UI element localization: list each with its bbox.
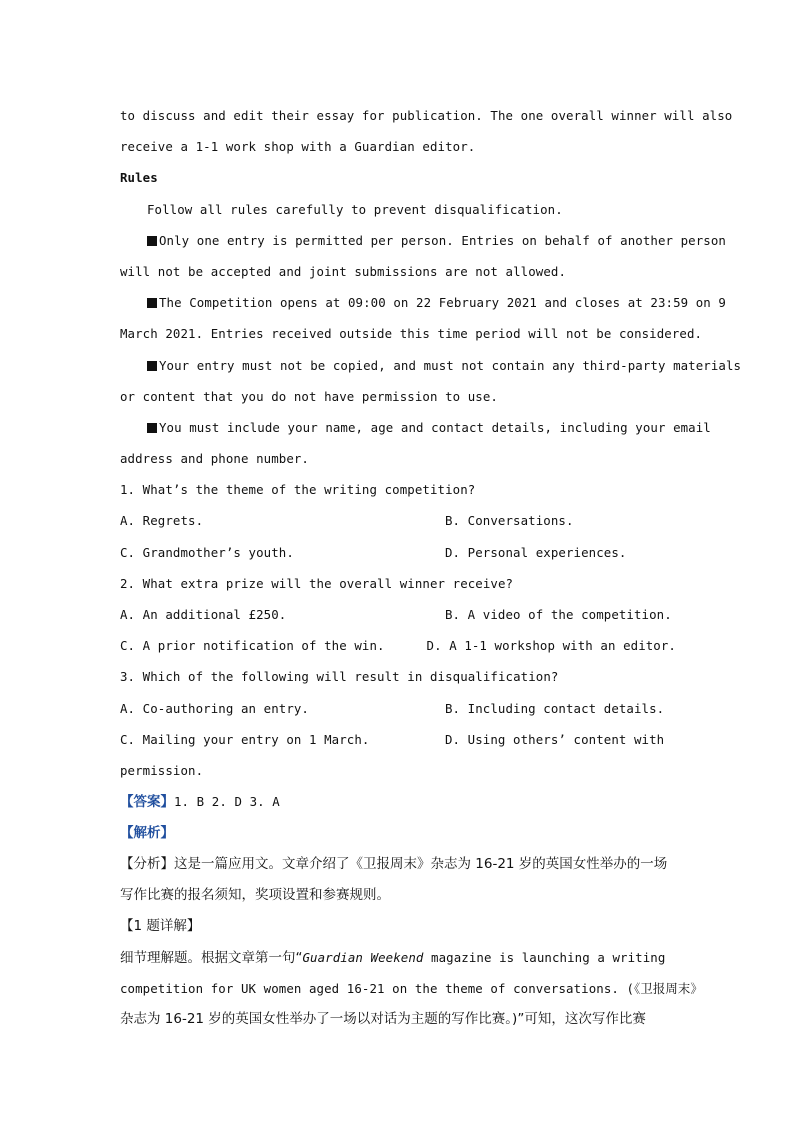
- analysis-label: 【解析】: [120, 825, 174, 842]
- option-b: B. Including contact details.: [445, 700, 665, 716]
- rule-item-3: [120, 350, 742, 381]
- answer-line: [120, 786, 676, 817]
- detail-text-em: Guardian Weekend: [302, 950, 424, 966]
- option-d: D. Personal experiences.: [445, 544, 627, 560]
- analysis-line: [120, 817, 676, 848]
- fenxi-line-2: 写作比赛的报名须知，奖项设置和参赛规则。: [120, 886, 390, 903]
- option-c: C. Grandmother’s youth.: [120, 544, 294, 560]
- detail-text-cn: 细节理解题。根据文章第一句“: [120, 950, 303, 967]
- option-d: D. Using others’ content with: [445, 731, 665, 747]
- fenxi-line-1: [120, 849, 676, 880]
- fenxi-label: 【分析】: [120, 855, 174, 872]
- detail-line-3: 杂志为 16-21 岁的英国女性举办了一场以对话为主题的写作比赛。)”可知，这次写作比赛: [120, 1011, 646, 1028]
- square-bullet-icon: [147, 423, 157, 433]
- question-1-options-cd: [120, 537, 676, 568]
- question-3-option-d-cont: permission.: [120, 762, 204, 778]
- rules-lead: Follow all rules carefully to prevent disqualification.: [147, 201, 563, 217]
- option-a: A. Co-authoring an entry.: [120, 700, 309, 716]
- option-d: D. A 1-1 workshop with an editor.: [426, 638, 676, 654]
- rule-text: Your entry must not be copied, and must not contain any third-party materials: [159, 357, 742, 373]
- answer-text: 1. B 2. D 3. A: [174, 794, 280, 810]
- square-bullet-icon: [147, 236, 157, 246]
- answer-label: 【答案】: [120, 794, 174, 811]
- rule-item-2: [120, 287, 726, 318]
- square-bullet-icon: [147, 298, 157, 308]
- detail-text-en: magazine is launching a writing: [423, 950, 666, 966]
- question-1-options-ab: [120, 505, 676, 536]
- option-b: B. Conversations.: [445, 513, 574, 529]
- intro-line-2: receive a 1-1 work shop with a Guardian editor.: [120, 139, 476, 155]
- detail-label: 【1 题详解】: [120, 917, 201, 934]
- detail-line-1: [120, 942, 676, 973]
- fenxi-text: 这是一篇应用文。文章介绍了《卫报周末》杂志为 16-21 岁的英国女性举办的一场: [174, 855, 668, 872]
- rule-item-1-cont: will not be accepted and joint submissions are not allowed.: [120, 263, 567, 279]
- option-a: A. An additional £250.: [120, 607, 287, 622]
- rule-item-4: [120, 412, 711, 443]
- question-2-options-ab: [120, 599, 676, 630]
- rule-text: The Competition opens at 09:00 on 22 February 2021 and closes at 23:59 on 9: [159, 295, 726, 311]
- rule-text: Only one entry is permitted per person. Entries on behalf of another person: [159, 232, 726, 248]
- question-1-stem: 1. What’s the theme of the writing competition?: [120, 482, 476, 498]
- question-2-stem: 2. What extra prize will the overall winner receive?: [120, 575, 514, 591]
- option-b: B. A video of the competition.: [445, 607, 672, 622]
- rule-text: You must include your name, age and contact details, including your email: [159, 419, 711, 435]
- square-bullet-icon: [147, 361, 157, 371]
- question-2-options-cd: [120, 630, 676, 661]
- option-c: C. A prior notification of the win.: [120, 638, 385, 654]
- question-3-options-cd: [120, 724, 676, 755]
- detail-line-2: competition for UK women aged 16-21 on the theme of conversations. (《卫报周末》: [120, 981, 703, 997]
- option-a: A. Regrets.: [120, 513, 204, 529]
- rule-item-2-cont: March 2021. Entries received outside this time period will not be considered.: [120, 326, 703, 342]
- rules-heading: Rules: [120, 170, 158, 186]
- rule-item-4-cont: address and phone number.: [120, 451, 309, 467]
- question-3-stem: 3. Which of the following will result in disqualification?: [120, 669, 559, 685]
- option-c: C. Mailing your entry on 1 March.: [120, 731, 370, 747]
- rule-item-1: [120, 225, 726, 256]
- question-3-options-ab: [120, 693, 676, 724]
- intro-line-1: to discuss and edit their essay for publication. The one overall winner will also: [120, 108, 733, 123]
- rule-item-3-cont: or content that you do not have permission to use.: [120, 388, 498, 404]
- document-page: [120, 100, 742, 1036]
